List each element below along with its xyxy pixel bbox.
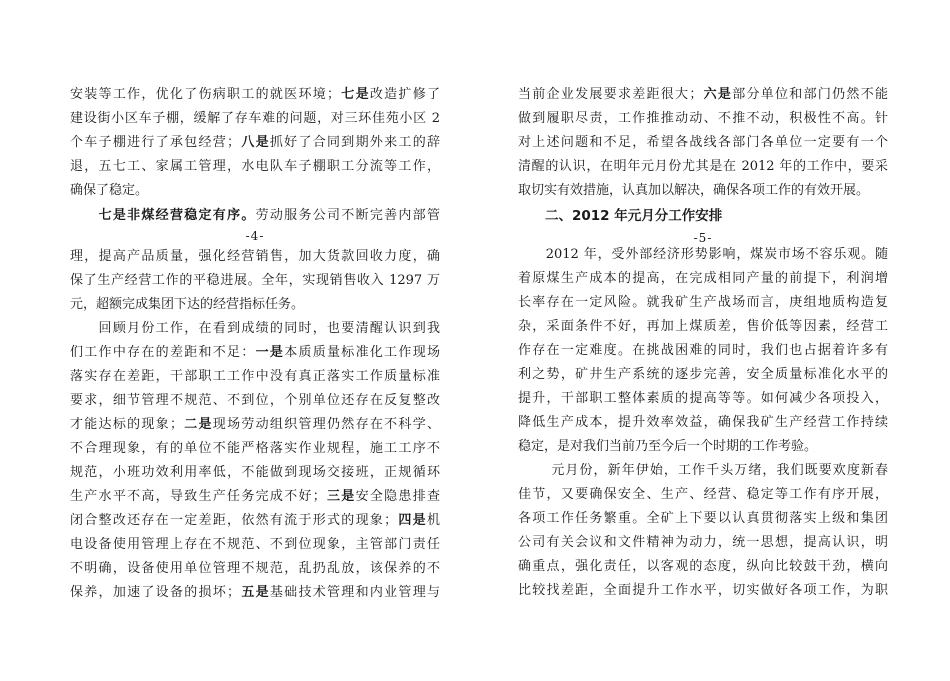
text-line: [518, 158, 888, 175]
text-line: [70, 248, 440, 265]
text-line: [518, 246, 888, 263]
text-run: 元，超额完成集团下达的经营指标任务。: [70, 297, 305, 312]
text-run: 才能达标的现象；: [70, 417, 183, 432]
text-run: 杂，采面条件不好，再加上煤质差，售价低等因素，经营工: [518, 319, 888, 334]
text-line: [70, 392, 440, 409]
text-line: [70, 536, 440, 553]
text-line: [70, 440, 440, 457]
text-line: [70, 512, 440, 529]
text-line: [518, 134, 888, 151]
text-run: 安全隐患排查: [355, 489, 440, 504]
text-line: [518, 270, 888, 287]
page-number: -4-: [245, 229, 265, 243]
text-run: 利之势，矿井生产系统的逐步完善，安全质量标准化水平的: [518, 367, 888, 382]
text-run: 退，五七工、家属工管理，水电队车子棚职工分流等工作，: [70, 159, 440, 174]
text-line: [518, 318, 888, 335]
text-line: [70, 134, 440, 151]
text-run: 劳动服务公司不断完善内部管: [255, 208, 440, 223]
text-run: 抓好了合同到期外来工的辞: [269, 135, 440, 150]
text-run: 生产水平不高，导致生产任务完成不好；: [70, 489, 326, 504]
text-line: [70, 272, 440, 289]
text-line: [518, 294, 888, 311]
text-run: 基础技术管理和内业管理与: [269, 585, 440, 600]
text-run: 个车子棚进行了承包经营；: [70, 135, 241, 150]
text-run: 们工作中存在的差距和不足：: [70, 345, 256, 360]
page-number: -5-: [693, 231, 713, 245]
text-run: 机: [426, 513, 440, 528]
bold-run: 七是非煤经营稳定有序。: [98, 208, 256, 223]
text-line: [518, 462, 888, 479]
text-run: 回顾月份工作，在看到成绩的同时，也要清醒认识到我: [70, 321, 440, 336]
text-line: [518, 366, 888, 383]
text-run: 要求，细节管理不规范、不到位，个别单位还存在反复整改: [70, 393, 440, 408]
text-run: 改造扩修了: [369, 87, 440, 102]
text-run: 提升，干部职工整体素质的提高等等。如何减少各项投入，: [518, 391, 888, 406]
bold-run: 一是: [255, 345, 285, 360]
text-run: 保了生产经营工作的平稳进展。全年，实现销售收入 1297 万: [70, 273, 440, 288]
text-run: 作存在一定难度。在挑战困难的同时，我们也占据着许多有: [518, 343, 888, 358]
text-run: 做到履职尽责，工作推推动动、不推不动，积极性不高。针: [518, 111, 888, 126]
text-run: 建设街小区车子棚，缓解了存车难的问题，对三环佳苑小区 2: [70, 111, 440, 126]
text-line: [70, 488, 440, 505]
text-run: 公司有关会议和文件精神为动力，统一思想，提高认识，明: [518, 535, 888, 550]
text-line: [518, 86, 888, 103]
text-run: 降低生产成本，提升效率效益，确保我矿生产经营工作持续: [518, 415, 888, 430]
text-line: [70, 207, 440, 224]
text-run: 理，提高产品质量，强化经营销售，加大货款回收力度，确: [70, 249, 440, 264]
text-run: 本质质量标准化工作现场: [284, 345, 440, 360]
text-line: [518, 110, 888, 127]
text-line: [70, 110, 440, 127]
text-line: [518, 390, 888, 407]
text-run: 确保了稳定。: [70, 183, 149, 198]
text-line: [70, 464, 440, 481]
text-run: 对上述问题和不足，希望各战线各部门各单位一定要有一个: [518, 135, 888, 150]
text-line: [70, 560, 440, 577]
text-run: 元月份，新年伊始，工作千头万绪，我们既要欢度新春: [518, 463, 888, 478]
text-run: 部分单位和部门仍然不能: [732, 87, 888, 102]
text-line: [518, 182, 888, 199]
text-line: [70, 584, 440, 601]
text-line: [70, 296, 440, 313]
text-line: [518, 582, 888, 599]
text-run: 长率存在一定风险。就我矿生产战场而言，庚组地质构造复: [518, 295, 888, 310]
text-line: [518, 414, 888, 431]
bold-run: 七是: [340, 87, 370, 102]
text-run: 稳定，是对我们当前乃至今后一个时期的工作考验。: [518, 439, 818, 454]
text-run: 安装等工作，优化了伤病职工的就医环境；: [70, 87, 341, 102]
bold-run: 五是: [240, 585, 270, 600]
text-line: [518, 486, 888, 503]
text-run: 着原煤生产成本的提高，在完成相同产量的前提下，利润增: [518, 271, 888, 286]
text-run: 不合理现象，有的单位不能严格落实作业规程，施工工序不: [70, 441, 440, 456]
text-line: [70, 368, 440, 385]
text-run: 规范，小班功效利用率低，不能做到现场交接班，正规循环: [70, 465, 440, 480]
text-run: 电设备使用管理上存在不规范、不到位现象，主管部门责任: [70, 537, 440, 552]
section-heading: 二、2012 年元月分工作安排: [518, 208, 723, 224]
bold-run: 三是: [325, 489, 356, 504]
text-run: 2012 年，受外部经济形势影响，煤炭市场不容乐观。随: [518, 247, 888, 262]
text-run: 确重点，强化责任，以客观的态度，纵向比较鼓干劲，横向: [518, 559, 888, 574]
text-run: 取切实有效措施，认真加以解决，确保各项工作的有效开展。: [518, 183, 870, 198]
text-run: 佳节，又要确保安全、生产、经营、稳定等工作有序开展，: [518, 487, 888, 502]
bold-run: 八是: [240, 135, 270, 150]
text-run: [70, 208, 99, 223]
text-run: 落实存在差距，干部职工工作中没有真正落实工作质量标准: [70, 369, 440, 384]
text-run: 比较找差距，全面提升工作水平，切实做好各项工作，为职: [518, 583, 888, 598]
text-line: [70, 344, 440, 361]
text-run: 当前企业发展要求差距很大；: [518, 87, 703, 102]
text-run: 清醒的认识，在明年元月份尤其是在 2012 年的工作中，要采: [518, 159, 888, 174]
text-run: 现场劳动组织管理仍然存在不科学、: [212, 417, 440, 432]
text-line: [518, 342, 888, 359]
text-line: [518, 558, 888, 575]
bold-run: 四是: [397, 513, 427, 528]
bold-run: 六是: [702, 87, 733, 102]
text-line: [70, 182, 440, 199]
text-line: [518, 534, 888, 551]
text-line: [70, 320, 440, 337]
bold-run: 二是: [182, 417, 213, 432]
text-line: [518, 208, 888, 225]
text-line: [70, 158, 440, 175]
text-line: [518, 510, 888, 527]
text-run: 闭合整改还存在一定差距，依然有流于形式的现象；: [70, 513, 398, 528]
text-run: 各项工作任务繁重。全矿上下要以认真贯彻落实上级和集团: [518, 511, 888, 526]
text-line: [70, 416, 440, 433]
text-run: 保养，加速了设备的损坏；: [70, 585, 241, 600]
text-line: [518, 438, 888, 455]
text-run: 不明确，设备使用单位管理不规范，乱扔乱放，该保养的不: [70, 561, 440, 576]
text-line: [70, 86, 440, 103]
